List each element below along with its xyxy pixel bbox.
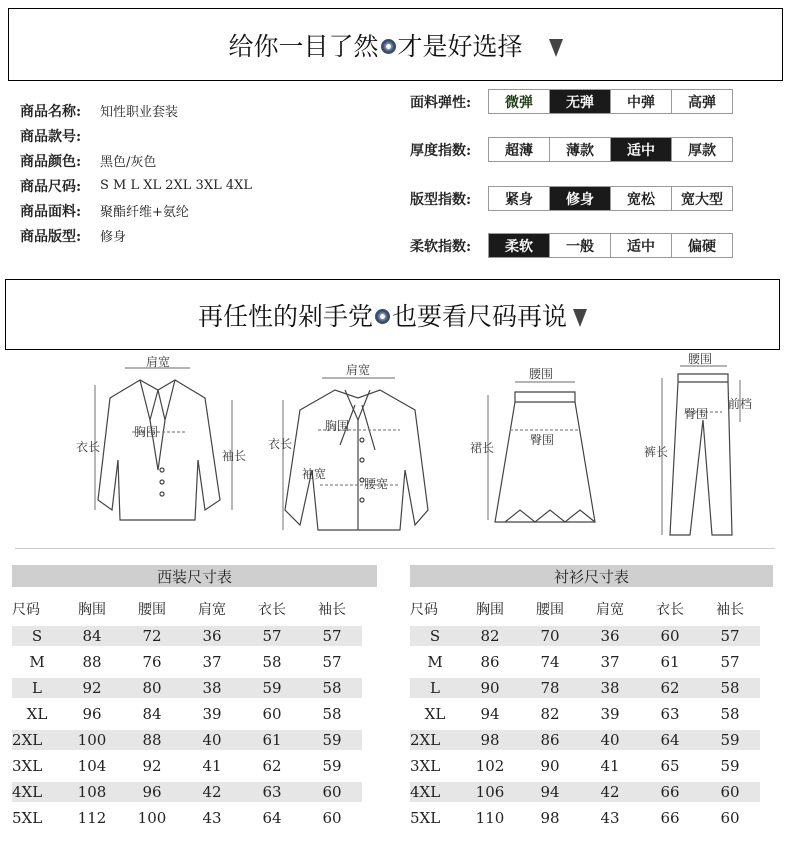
info-value: 聚酯纤维+氨纶 — [100, 205, 189, 220]
scale-option-selected: 无弹 — [550, 90, 611, 113]
table-cell: 60 — [640, 626, 700, 646]
table-cell: 59 — [720, 757, 740, 775]
table-cell: 58 — [322, 705, 342, 723]
table-header-cell: 尺码 — [410, 602, 438, 618]
table-row — [12, 675, 377, 701]
table-cell: 78 — [520, 678, 580, 698]
scale-option: 超薄 — [489, 138, 550, 161]
table-cell: 100 — [62, 730, 122, 750]
banner-text-start: 给你一目了然 — [228, 31, 379, 61]
scale-options — [488, 233, 733, 258]
scale-label: 版型指数: — [410, 191, 472, 208]
table-cell: 61 — [242, 730, 302, 750]
info-row — [20, 198, 252, 223]
divider — [15, 548, 775, 549]
table-cell: L — [410, 678, 460, 698]
table-cell: 63 — [242, 782, 302, 802]
scale-option: 紧身 — [489, 187, 550, 210]
table-row — [12, 805, 377, 831]
table-cell: 84 — [62, 626, 122, 646]
table-cell: 94 — [480, 705, 500, 723]
scale-thickness — [410, 137, 733, 162]
table-cell: 64 — [640, 730, 700, 750]
table-cell: 59 — [242, 678, 302, 698]
table-cell: 96 — [122, 782, 182, 802]
table-row — [410, 649, 775, 675]
table-cell: 41 — [202, 757, 222, 775]
table-cell: 36 — [182, 626, 242, 646]
label-chest: 胸围 — [325, 419, 350, 433]
table-header-cell: 尺码 — [12, 602, 40, 618]
label-sleeve: 袖宽 — [302, 467, 327, 481]
table-row — [410, 753, 775, 779]
table-cell: 5XL — [12, 809, 43, 827]
table-row — [410, 727, 775, 753]
table-header-cell: 胸围 — [78, 602, 106, 618]
label-length: 衣长 — [268, 437, 293, 451]
skirt-diagram — [470, 367, 595, 522]
table-row — [410, 675, 775, 701]
table-cell: 2XL — [410, 730, 460, 750]
table-cell: 76 — [142, 653, 162, 671]
table-cell: 5XL — [410, 809, 441, 827]
table-cell: 80 — [122, 678, 182, 698]
table-cell: 82 — [460, 626, 520, 646]
table-header-cell: 衣长 — [656, 602, 684, 618]
table-cell: L — [12, 678, 62, 698]
table-cell: M — [427, 653, 443, 671]
table-cell: 37 — [600, 653, 620, 671]
table-cell: 66 — [660, 809, 680, 827]
header-banner — [8, 8, 783, 81]
scale-option: 厚款 — [688, 142, 716, 159]
label-waist: 腰围 — [688, 352, 713, 366]
table-cell: 86 — [480, 653, 500, 671]
table-cell: 96 — [82, 705, 102, 723]
table-cell: 108 — [62, 782, 122, 802]
table-cell: 60 — [262, 705, 282, 723]
table-cell: 65 — [660, 757, 680, 775]
scale-label: 面料弹性: — [410, 94, 472, 111]
table-cell: 90 — [460, 678, 520, 698]
table-header-cell: 袖长 — [318, 602, 346, 618]
info-value: 知性职业套装 — [100, 105, 179, 120]
down-triangle-icon — [549, 39, 563, 57]
table-cell: 38 — [182, 678, 242, 698]
scale-options — [488, 186, 733, 211]
scale-label: 厚度指数: — [410, 142, 472, 159]
down-triangle-icon — [573, 309, 587, 327]
label-waist: 腰围 — [529, 367, 554, 381]
info-row — [20, 123, 252, 148]
label-hip: 臀围 — [684, 407, 709, 421]
table-cell: 38 — [580, 678, 640, 698]
measurement-diagrams — [0, 352, 790, 550]
table-row — [410, 779, 775, 805]
table-cell: S — [410, 626, 460, 646]
info-label: 商品尺码: — [20, 178, 82, 195]
table-header-row — [12, 597, 377, 623]
table-cell: 70 — [520, 626, 580, 646]
table-row — [410, 623, 775, 649]
table-cell: 58 — [720, 705, 740, 723]
info-row — [20, 98, 252, 123]
bullet-icon — [375, 309, 390, 324]
table-cell: 88 — [122, 730, 182, 750]
table-cell: 98 — [540, 809, 560, 827]
table-cell: 42 — [580, 782, 640, 802]
label-chest: 胸围 — [134, 425, 159, 439]
table-cell: 60 — [720, 809, 740, 827]
banner-text-start: 再任性的剁手党 — [197, 301, 373, 331]
table-cell: 104 — [77, 757, 107, 775]
table-cell: 92 — [142, 757, 162, 775]
scale-option: 高弹 — [688, 94, 716, 111]
table-cell: 110 — [475, 809, 505, 827]
table-cell: 60 — [302, 782, 362, 802]
label-shoulder: 肩宽 — [346, 363, 371, 377]
table-header-row — [410, 597, 775, 623]
label-length: 衣长 — [76, 440, 101, 454]
table-row — [12, 779, 377, 805]
table-cell: 2XL — [12, 730, 62, 750]
table-cell: 84 — [142, 705, 162, 723]
label-rise: 前档 — [728, 397, 753, 411]
product-info — [20, 98, 252, 248]
scale-option: 宽松 — [611, 187, 672, 210]
table-cell: 88 — [82, 653, 102, 671]
size-banner — [5, 279, 780, 350]
table-cell: 57 — [720, 653, 740, 671]
table-cell: 64 — [262, 809, 282, 827]
scale-softness — [410, 233, 733, 258]
table-cell: 4XL — [410, 782, 460, 802]
label-waist: 腰宽 — [364, 477, 389, 491]
scale-option: 中弹 — [611, 90, 672, 113]
table-cell: 94 — [520, 782, 580, 802]
bullet-icon — [381, 39, 396, 54]
table-title: 衬衫尺寸表 — [410, 565, 773, 587]
table-cell: 106 — [460, 782, 520, 802]
table-cell: 42 — [182, 782, 242, 802]
table-cell: M — [29, 653, 45, 671]
table-row — [410, 701, 775, 727]
table-cell: 59 — [302, 730, 362, 750]
table-cell: 36 — [580, 626, 640, 646]
table-cell: 39 — [202, 705, 222, 723]
info-value: 修身 — [100, 230, 127, 245]
table-cell: 40 — [580, 730, 640, 750]
label-shoulder: 肩宽 — [146, 355, 171, 369]
table-cell: 102 — [475, 757, 505, 775]
table-cell: S — [12, 626, 62, 646]
label-length: 裤长 — [644, 445, 669, 459]
table-cell: 40 — [182, 730, 242, 750]
table-cell: 72 — [122, 626, 182, 646]
label-hip: 臀围 — [530, 433, 555, 447]
table-header-cell: 袖长 — [716, 602, 744, 618]
table-cell: 43 — [600, 809, 620, 827]
banner-text-end: 才是好选择 — [397, 31, 523, 61]
table-cell: 58 — [700, 678, 760, 698]
info-label: 商品颜色: — [20, 153, 82, 170]
table-cell: XL — [26, 705, 48, 723]
info-row — [20, 223, 252, 248]
table-cell: 74 — [540, 653, 560, 671]
info-label: 商品版型: — [20, 228, 82, 245]
scale-option-selected: 适中 — [611, 138, 672, 161]
table-cell: 86 — [520, 730, 580, 750]
shirt-size-table — [410, 565, 775, 831]
scale-option: 一般 — [550, 234, 611, 257]
table-cell: 57 — [322, 653, 342, 671]
info-label: 商品面料: — [20, 203, 82, 220]
table-header-cell: 腰围 — [536, 602, 564, 618]
table-cell: 58 — [302, 678, 362, 698]
scale-option: 微弹 — [489, 90, 550, 113]
banner-text-end: 也要看尺码再说 — [392, 301, 568, 331]
table-row — [12, 753, 377, 779]
table-row — [12, 701, 377, 727]
scale-option: 偏硬 — [688, 238, 716, 255]
info-label: 商品名称: — [20, 103, 82, 120]
info-value: 黑色/灰色 — [100, 155, 157, 170]
table-cell: 98 — [460, 730, 520, 750]
table-cell: 59 — [700, 730, 760, 750]
suit-size-table — [12, 565, 377, 831]
scale-fit — [410, 186, 733, 211]
table-header-cell: 胸围 — [476, 602, 504, 618]
table-cell: 112 — [77, 809, 107, 827]
scale-option-selected: 修身 — [550, 187, 611, 210]
info-label: 商品款号: — [20, 128, 82, 145]
table-row — [12, 727, 377, 753]
scale-option: 宽大型 — [681, 191, 723, 208]
table-title: 西装尺寸表 — [12, 565, 377, 587]
table-header-cell: 肩宽 — [596, 602, 624, 618]
table-grid — [12, 597, 377, 831]
table-cell: 66 — [640, 782, 700, 802]
table-cell: 60 — [700, 782, 760, 802]
table-cell: 3XL — [410, 757, 441, 775]
table-cell: 57 — [242, 626, 302, 646]
table-cell: XL — [424, 705, 446, 723]
table-cell: 62 — [262, 757, 282, 775]
pants-diagram — [644, 352, 752, 535]
table-cell: 62 — [640, 678, 700, 698]
table-row — [12, 623, 377, 649]
table-cell: 63 — [660, 705, 680, 723]
table-cell: 92 — [62, 678, 122, 698]
info-row — [20, 148, 252, 173]
table-cell: 39 — [600, 705, 620, 723]
scale-options — [488, 89, 733, 114]
table-cell: 3XL — [12, 757, 43, 775]
shirt-diagram — [268, 362, 428, 530]
table-cell: 100 — [137, 809, 167, 827]
label-length: 裙长 — [470, 441, 495, 455]
table-header-cell: 衣长 — [258, 602, 286, 618]
table-cell: 37 — [202, 653, 222, 671]
scale-label: 柔软指数: — [410, 238, 472, 255]
table-row — [12, 649, 377, 675]
table-grid — [410, 597, 775, 831]
table-cell: 90 — [540, 757, 560, 775]
info-value: S M L XL 2XL 3XL 4XL — [100, 178, 253, 193]
table-cell: 59 — [322, 757, 342, 775]
label-sleeve: 袖长 — [222, 449, 247, 463]
table-cell: 58 — [262, 653, 282, 671]
table-header-cell: 肩宽 — [198, 602, 226, 618]
table-header-cell: 腰围 — [138, 602, 166, 618]
table-cell: 61 — [660, 653, 680, 671]
table-cell: 60 — [322, 809, 342, 827]
scale-options — [488, 137, 733, 162]
scale-option: 适中 — [611, 234, 672, 257]
table-cell: 57 — [302, 626, 362, 646]
scale-option-selected: 柔软 — [489, 234, 550, 257]
table-cell: 57 — [700, 626, 760, 646]
jacket-diagram — [76, 354, 246, 520]
info-row — [20, 173, 252, 198]
table-row — [410, 805, 775, 831]
table-cell: 82 — [540, 705, 560, 723]
scale-elasticity — [410, 89, 733, 114]
scale-option: 薄款 — [550, 138, 611, 161]
table-cell: 41 — [600, 757, 620, 775]
table-cell: 43 — [202, 809, 222, 827]
table-cell: 4XL — [12, 782, 62, 802]
